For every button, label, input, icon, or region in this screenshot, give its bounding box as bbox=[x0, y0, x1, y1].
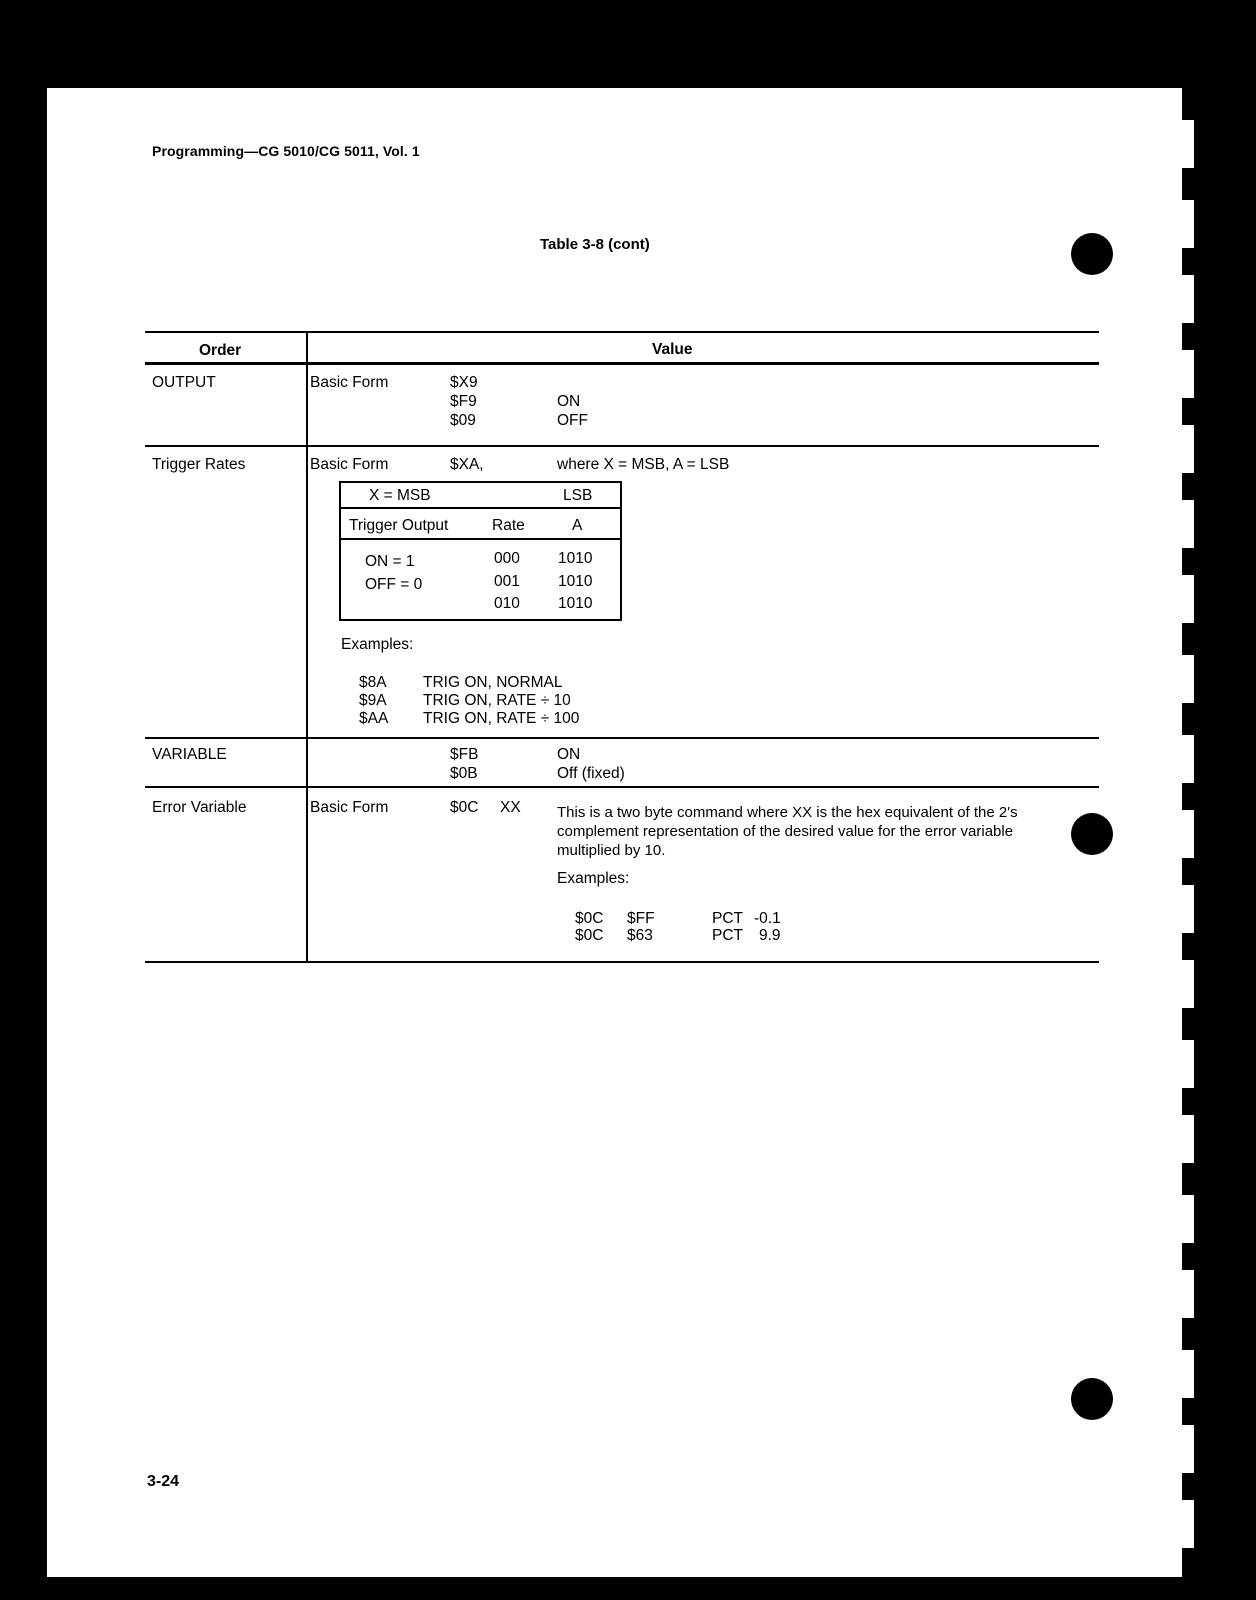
output-code: $X9 bbox=[450, 374, 478, 391]
edge-mark bbox=[1182, 1350, 1194, 1398]
edge-mark bbox=[1182, 120, 1194, 168]
edge-mark bbox=[1182, 960, 1194, 1008]
error-example-code: $0C bbox=[575, 927, 604, 944]
edge-mark bbox=[1182, 350, 1194, 398]
binder-hole bbox=[1071, 813, 1113, 855]
document-page bbox=[47, 88, 1182, 1577]
edge-mark bbox=[1182, 200, 1194, 248]
error-arg: XX bbox=[500, 799, 521, 816]
output-code: $09 bbox=[450, 412, 476, 429]
edge-mark bbox=[1182, 885, 1194, 933]
bit-table-on: ON = 1 bbox=[365, 553, 415, 570]
bit-table-col-output: Trigger Output bbox=[349, 517, 449, 534]
table-top-rule bbox=[145, 331, 1099, 333]
error-example-value: $63 bbox=[627, 927, 653, 944]
output-form-label: Basic Form bbox=[310, 374, 389, 391]
edge-mark bbox=[1182, 1270, 1194, 1318]
bit-table-a: 1010 bbox=[558, 573, 593, 590]
edge-mark bbox=[1182, 575, 1194, 623]
row-order-trigger-rates: Trigger Rates bbox=[152, 456, 246, 473]
error-description: This is a two byte command where XX is the hex equivalent of the 2's complement representation of the desired value for the error variable multiplied by 10. bbox=[557, 804, 1018, 859]
edge-mark bbox=[1182, 810, 1194, 858]
output-meaning: OFF bbox=[557, 412, 588, 429]
edge-mark bbox=[1182, 1500, 1194, 1548]
edge-mark bbox=[1182, 1425, 1194, 1473]
bit-table-off: OFF = 0 bbox=[365, 576, 423, 593]
bit-table-a: 1010 bbox=[558, 595, 593, 612]
edge-mark bbox=[1182, 1040, 1194, 1088]
bit-table-col-rate: Rate bbox=[492, 517, 525, 534]
variable-code: $FB bbox=[450, 746, 479, 763]
bit-table-rate: 010 bbox=[494, 595, 520, 612]
binder-hole bbox=[1071, 233, 1113, 275]
trigger-examples-label: Examples: bbox=[341, 636, 414, 653]
variable-meaning: ON bbox=[557, 746, 581, 763]
error-example-value: $FF bbox=[627, 910, 655, 927]
edge-mark bbox=[1182, 1195, 1194, 1243]
error-example-pct: PCT bbox=[712, 910, 743, 927]
row-rule-variable bbox=[145, 786, 1099, 788]
bit-table-rule bbox=[339, 507, 622, 509]
trigger-form-label: Basic Form bbox=[310, 456, 389, 473]
error-examples-label: Examples: bbox=[557, 870, 630, 887]
edge-mark bbox=[1182, 655, 1194, 703]
bit-table-rate: 000 bbox=[494, 550, 520, 567]
column-header-value: Value bbox=[652, 341, 693, 358]
trigger-example-desc: TRIG ON, NORMAL bbox=[423, 674, 563, 691]
edge-mark bbox=[1182, 735, 1194, 783]
bit-table-lsb-head: LSB bbox=[563, 487, 593, 504]
row-rule-output bbox=[145, 445, 1099, 447]
row-rule-trigger bbox=[145, 737, 1099, 739]
variable-meaning: Off (fixed) bbox=[557, 765, 625, 782]
bit-table-a: 1010 bbox=[558, 550, 593, 567]
error-form-label: Basic Form bbox=[310, 799, 389, 816]
trigger-example-desc: TRIG ON, RATE ÷ 100 bbox=[423, 710, 580, 727]
output-meaning: ON bbox=[557, 393, 581, 410]
page-number: 3-24 bbox=[147, 1473, 180, 1490]
edge-mark bbox=[1182, 425, 1194, 473]
bit-table-rule bbox=[339, 538, 622, 540]
bit-table-col-a: A bbox=[572, 517, 583, 534]
table-bottom-rule bbox=[145, 961, 1099, 963]
edge-mark bbox=[1182, 275, 1194, 323]
error-code: $0C bbox=[450, 799, 479, 816]
bit-table-msb-head: X = MSB bbox=[369, 487, 431, 504]
trigger-example-code: $9A bbox=[359, 692, 387, 709]
row-order-variable: VARIABLE bbox=[152, 746, 227, 763]
error-example-number: 9.9 bbox=[759, 927, 781, 944]
error-example-pct: PCT bbox=[712, 927, 743, 944]
edge-mark bbox=[1182, 500, 1194, 548]
bit-table-rate: 001 bbox=[494, 573, 520, 590]
trigger-example-code: $8A bbox=[359, 674, 387, 691]
table-caption: Table 3-8 (cont) bbox=[540, 236, 650, 253]
column-divider bbox=[306, 331, 308, 963]
trigger-code: $XA, bbox=[450, 456, 484, 473]
edge-mark bbox=[1182, 1115, 1194, 1163]
trigger-example-code: $AA bbox=[359, 710, 389, 727]
output-code: $F9 bbox=[450, 393, 477, 410]
column-header-order: Order bbox=[199, 342, 242, 359]
error-example-number: -0.1 bbox=[754, 910, 781, 927]
variable-code: $0B bbox=[450, 765, 478, 782]
row-order-error-variable: Error Variable bbox=[152, 799, 247, 816]
trigger-example-desc: TRIG ON, RATE ÷ 10 bbox=[423, 692, 571, 709]
binder-hole bbox=[1071, 1378, 1113, 1420]
running-header: Programming—CG 5010/CG 5011, Vol. 1 bbox=[152, 143, 420, 159]
trigger-where-note: where X = MSB, A = LSB bbox=[557, 456, 730, 473]
error-example-code: $0C bbox=[575, 910, 604, 927]
row-order-output: OUTPUT bbox=[152, 374, 216, 391]
header-rule bbox=[145, 362, 1099, 365]
